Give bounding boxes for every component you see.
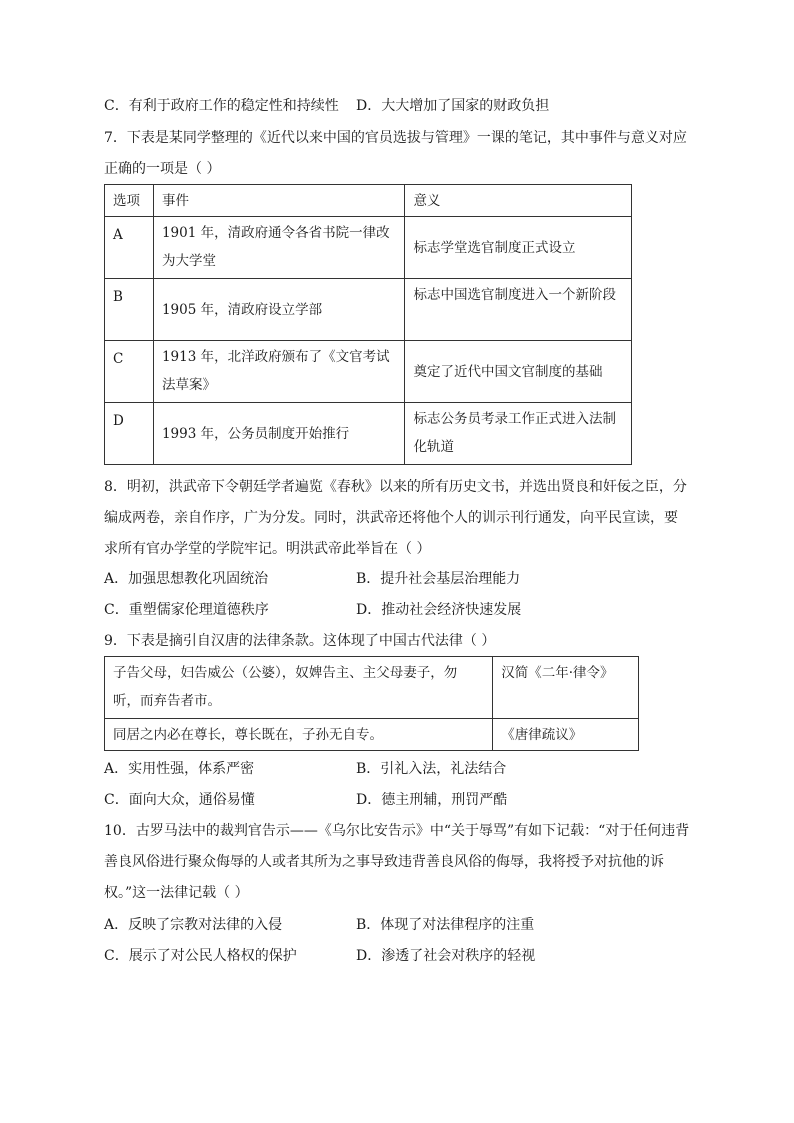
table-row <box>105 217 632 279</box>
law-source: 汉简《二年·律令》 <box>501 665 614 681</box>
header-meaning: 意义 <box>413 192 441 209</box>
q9-option-c: C．面向大众，通俗易懂 <box>104 792 255 808</box>
q9-option-a: A．实用性强，体系严密 <box>104 761 255 777</box>
row-meaning: 标志中国选官制度进入一个新阶段 <box>413 287 616 303</box>
row-meaning: 标志公务员考录工作正式进入法制化轨道 <box>413 411 616 455</box>
q9-table <box>104 656 639 751</box>
table-row <box>105 341 632 403</box>
header-event: 事件 <box>161 192 189 209</box>
row-option: C <box>113 351 124 367</box>
q7-stem-line1: 7．下表是某同学整理的《近代以来中国的官员选拔与管理》一课的笔记，其中事件与意义对应 <box>104 130 687 146</box>
table-row <box>105 657 639 719</box>
table-row <box>105 719 639 751</box>
q8-stem-line2: 编成两卷，亲自作序，广为分发。同时，洪武帝还将他个人的训示刊行通发，向平民宣读，要 <box>104 510 678 526</box>
q8-option-c: C．重塑儒家伦理道德秩序 <box>104 602 269 618</box>
q9-stem: 9．下表是摘引自汉唐的法律条款。这体现了中国古代法律（ ） <box>104 633 496 649</box>
q10-stem-line1: 10．古罗马法中的裁判官告示——《乌尔比安告示》中“关于辱骂”有如下记载：“对于任何违背 <box>104 823 690 839</box>
row-meaning: 标志学堂选官制度正式设立 <box>413 239 576 256</box>
table-row <box>105 403 632 465</box>
law-text: 子告父母，妇告威公（公婆），奴婢告主、主父母妻子，勿听，而弃告者市。 <box>113 665 458 709</box>
q8-option-b: B．提升社会基层治理能力 <box>356 571 521 587</box>
row-event: 1993 年，公务员制度开始推行 <box>161 425 350 442</box>
q7-stem-line2: 正确的一项是（ ） <box>104 161 221 177</box>
header-option: 选项 <box>113 192 140 209</box>
q6-option-c: C．有利于政府工作的稳定性和持续性 <box>104 98 339 114</box>
q10-stem-line2: 善良风俗进行聚众侮辱的人或者其所为之事导致违背善良风俗的侮辱，我将授予对抗他的诉 <box>104 854 664 870</box>
q10-option-c: C．展示了对公民人格权的保护 <box>104 948 297 964</box>
q8-option-a: A．加强思想教化巩固统治 <box>104 571 269 587</box>
q8-option-d: D．推动社会经济快速发展 <box>356 602 522 618</box>
law-source: 《唐律疏议》 <box>501 726 583 743</box>
q10-option-b: B．体现了对法律程序的注重 <box>356 917 535 933</box>
row-event: 1901 年，清政府通令各省书院一律改为大学堂 <box>161 225 390 269</box>
q9-option-b: B．引礼入法，礼法结合 <box>356 761 507 777</box>
q9-option-d: D．德主刑辅，刑罚严酷 <box>356 792 508 808</box>
q10-stem-line3: 权。”这一法律记载（ ） <box>104 885 249 901</box>
q8-stem-line3: 求所有官办学堂的学院牢记。明洪武帝此举旨在（ ） <box>104 541 431 557</box>
q10-option-d: D．渗透了社会对秩序的轻视 <box>356 948 536 964</box>
row-option: B <box>113 289 123 305</box>
q10-option-a: A．反映了宗教对法律的入侵 <box>104 917 283 933</box>
row-event: 1905 年，清政府设立学部 <box>161 301 323 318</box>
row-option: D <box>113 413 124 429</box>
row-event: 1913 年，北洋政府颁布了《文官考试法草案》 <box>161 349 390 393</box>
q6-option-d: D．大大增加了国家的财政负担 <box>356 98 550 114</box>
q7-table <box>104 184 632 465</box>
table-row <box>105 279 632 341</box>
table-header-row <box>105 185 632 217</box>
q8-stem-line1: 8．明初，洪武帝下令朝廷学者遍览《春秋》以来的所有历史文书，并选出贤良和奸佞之臣，分 <box>104 479 687 495</box>
row-option: A <box>113 227 123 243</box>
law-text: 同居之内必在尊长，尊长既在，子孙无自专。 <box>113 726 383 743</box>
row-meaning: 奠定了近代中国文官制度的基础 <box>413 363 603 380</box>
